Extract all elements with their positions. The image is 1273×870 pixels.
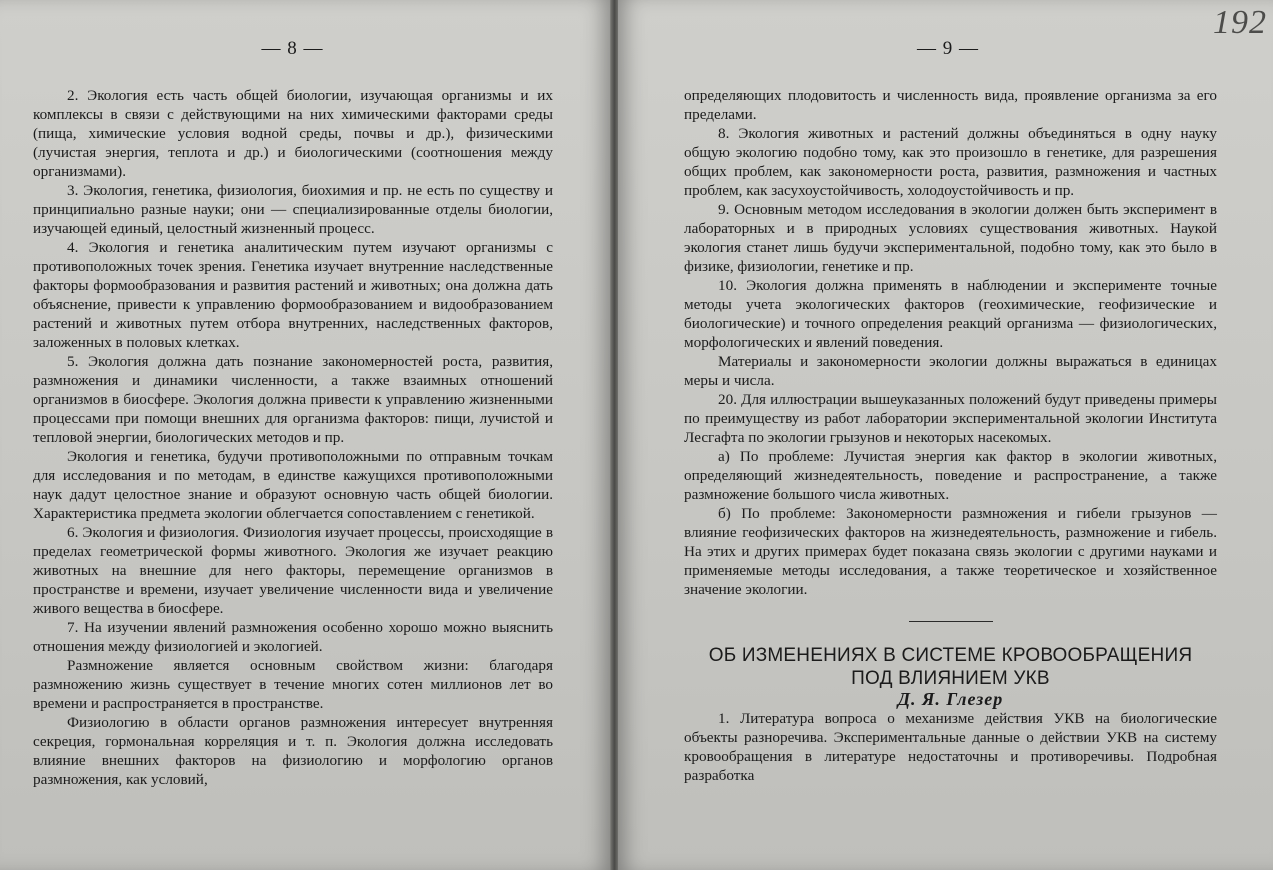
section-divider — [909, 621, 993, 622]
page-number-left: — 8 — — [261, 38, 324, 59]
paragraph-2: 2. Экология есть часть общей биологии, изучающая организмы и их комплексы в связи с действующими на них химическими факторами среды (пища, химические условия водной среды, почвы и др.), физическими (лучистая энергия, теплота и др.) и биологическими (соотношения между организмами). — [33, 87, 553, 180]
paragraph-continued: определяющих плодовитость и численность вида, проявление организма за его пределами. — [684, 87, 1217, 123]
paragraph-reproduction: Размножение является основным свойством жизни: благодаря размножению жизнь существует в течение многих сотен миллионов лет во времени и распространяется в пространстве. — [33, 657, 553, 712]
paragraph-3: 3. Экология, генетика, физиология, биохимия и пр. не есть по существу и принципиально разные науки; они — специализированные отделы биологии, изучающей единый, целостный жизненный процесс. — [33, 182, 553, 237]
paragraph-5: 5. Экология должна дать познание закономерностей роста, развития, размножения и динамики численности, а также взаимных отношений организмов в биосфере. Экология должна привести к управлению жизненными процессами при помощи внешних для организма факторов: пищи, лучистой и тепловой энергии, биологических методов и пр. — [33, 353, 553, 446]
paragraph-physiology: Физиологию в области органов размножения интересует внутренняя секреция, гормональная корреляция и т. п. Экология должна исследовать влияние внешних факторов на физиологию и морфологию органов размножения, как условий, — [33, 714, 553, 788]
paragraph-a: а) По проблеме: Лучистая энергия как фактор в экологии животных, определяющий жизнедеятельность, поведение и распространение, а также размножение большого числа животных. — [684, 448, 1217, 503]
article-title-line-1: ОБ ИЗМЕНЕНИЯХ В СИСТЕМЕ КРОВООБРАЩЕНИЯ — [708, 645, 1193, 666]
corner-handwritten-mark: 192 — [1213, 4, 1267, 41]
article-title-line-2: ПОД ВЛИЯНИЕМ УКВ — [851, 668, 1050, 689]
article-paragraph-1: 1. Литература вопроса о механизме действия УКВ на биологические объекты разноречива. Экспериментальные данные о действии УКВ на систему кровообращения в литературе недостаточны и противоречивы. Подробная разработка — [684, 710, 1217, 784]
left-page — [0, 0, 611, 870]
paragraph-6: 6. Экология и физиология. Физиология изучает процессы, происходящие в пределах геометрической формы животного. Экология же изучает реакцию животных на внешние для него факторы, перемещение организмов в пространстве и времени, изучает увеличение численности вида и увеличение живого вещества в биосфере. — [33, 524, 553, 617]
article-author: Д. Я. Глезер — [897, 689, 1004, 709]
right-page-text — [684, 86, 1217, 785]
book-gutter — [611, 0, 618, 870]
paragraph-b: б) По проблеме: Закономерности размножения и гибели грызунов — влияние геофизических факторов на жизнедеятельность, размножение и гибель. На этих и других примерах будет показана связь экологии с другими науками и применяемые методы исследования, а также теоретическое и хозяйственное значение экологии. — [684, 505, 1217, 598]
paragraph-ecology-genetics: Экология и генетика, будучи противоположными по отправным точкам для исследования и по методам, в единстве кажущихся противоположными наук дадут целостное знание и образуют основную часть общей биологии. Характеристика предмета экологии облегчается сопоставлением с генетикой. — [33, 448, 553, 522]
paragraph-10: 10. Экология должна применять в наблюдении и эксперименте точные методы учета экологических факторов (геохимические, геофизические и биологические) и точного определения реакций организма — физиологических, морфологических и явлений поведения. — [684, 277, 1217, 351]
paragraph-7: 7. На изучении явлений размножения особенно хорошо можно выяснить отношения между физиологией и экологией. — [33, 619, 553, 655]
paragraph-8: 8. Экология животных и растений должны объединяться в одну науку общую экологию подобно тому, как это произошло в генетике, для разрешения общих проблем, как закономерности роста, развития, размножения и частных проблем, как засухоустойчивость, холодоустойчивость и пр. — [684, 125, 1217, 199]
paragraph-4: 4. Экология и генетика аналитическим путем изучают организмы с противоположных точек зрения. Генетика изучает внутренние наследственные факторы формообразования и развития растений и животных; она должна дать объяснение, привести к управлению формообразованием и видообразованием растений и животных путем отбора внутренних, наследственных факторов, заложенных в половых клетках. — [33, 239, 553, 351]
paragraph-20: 20. Для иллюстрации вышеуказанных положений будут приведены примеры по преимуществу из работ лаборатории экспериментальной экологии Института Лесгафта по экологии грызунов и некоторых насекомых. — [684, 391, 1217, 446]
right-page — [618, 0, 1273, 870]
paragraph-materials: Материалы и закономерности экологии должны выражаться в единицах меры и числа. — [684, 353, 1217, 389]
paragraph-9: 9. Основным методом исследования в экологии должен быть эксперимент в лабораторных и в природных условиях существования животных. Наукой экология станет лишь будучи экспериментальной, подобно тому, как это было в физике, физиологии, генетике и пр. — [684, 201, 1217, 275]
left-page-text — [33, 86, 553, 789]
page-number-right: — 9 — — [917, 38, 979, 59]
